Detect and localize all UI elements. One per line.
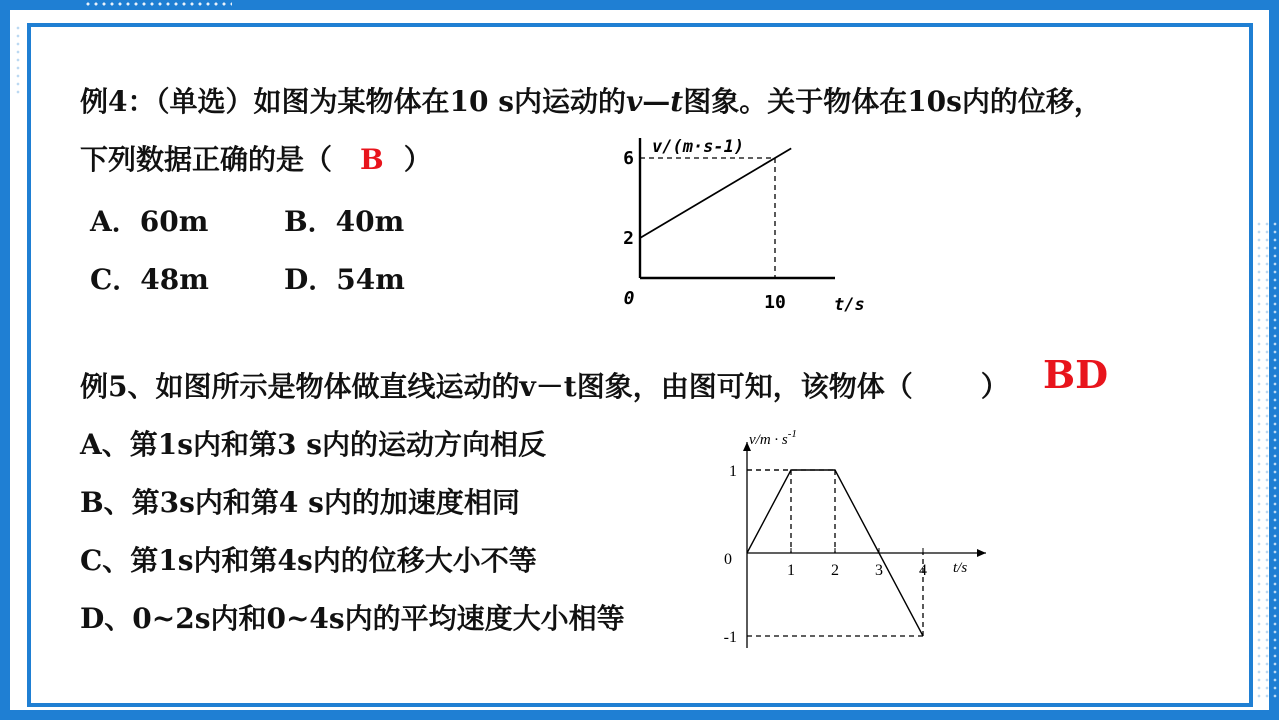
q4-stem-dash: — — [642, 85, 671, 118]
q4-stem-part-b: 图象。关于物体在10s内的位移， — [683, 85, 1102, 118]
x-axis-arrow — [977, 549, 986, 557]
x-tick-label-0: 10 — [764, 292, 786, 313]
decorative-dots-top — [84, 0, 232, 22]
y-tick-label-0: 2 — [623, 228, 634, 249]
q4-option-c-letter: C． — [90, 263, 141, 296]
q4-option-c-value: 48m — [140, 263, 209, 296]
q4-stem-t: t — [670, 85, 684, 118]
q4-stem-line2 — [80, 138, 432, 178]
x-tick-label-0: 1 — [787, 562, 795, 579]
q4-stem-v: v — [625, 85, 643, 118]
x-tick-label-3: 4 — [919, 562, 927, 579]
x-tick-label-2: 3 — [875, 562, 883, 579]
q4-stem-part-a: 例4：（单选）如图为某物体在10 s内运动的 — [80, 85, 626, 118]
q4-stem-line1 — [80, 80, 1102, 120]
q4-option-d — [284, 258, 405, 298]
x-axis-label: t/s — [953, 560, 968, 576]
q5-answer: BD — [1043, 352, 1109, 397]
q4-option-d-value: 54m — [336, 263, 405, 296]
q4-stem-line2-text: 下列数据正确的是（ — [80, 143, 333, 176]
q4-option-b — [284, 200, 404, 240]
q4-option-a-letter: A． — [90, 205, 140, 238]
q5-stem-text: 例5、如图所示是物体做直线运动的v－t图象，由图可知，该物体（ — [80, 370, 913, 403]
decorative-dots-right — [1255, 220, 1279, 700]
x-axis-label: t/s — [834, 295, 865, 315]
q5-option-a: A、第1s内和第3 s内的运动方向相反 — [80, 428, 546, 461]
x-tick-label-1: 2 — [831, 562, 839, 579]
y-axis-label: $v/m \cdot s^{-1}$ — [749, 428, 797, 448]
q5-option-c: C、第1s内和第4s内的位移大小不等 — [80, 544, 537, 577]
q5-stem-end: ） — [980, 370, 1009, 403]
q4-option-b-value: 40m — [335, 205, 405, 238]
y-axis-label-sup: -1 — [787, 428, 797, 440]
decorative-dots-left — [14, 24, 24, 94]
origin-label: 0 — [724, 551, 732, 568]
q4-answer: B — [360, 143, 384, 176]
y-tick-label-0: 1 — [729, 463, 737, 480]
q5-stem — [80, 365, 1009, 405]
q4-option-b-letter: B． — [284, 205, 336, 238]
q4-stem-line2-end: ） — [403, 143, 432, 176]
q5-option-d: D、0~2s内和0~4s内的平均速度大小相等 — [80, 602, 625, 635]
q5-option-b: B、第3s内和第4 s内的加速度相同 — [80, 486, 520, 519]
q5-vt-graph — [700, 420, 1000, 650]
series-line — [640, 148, 791, 238]
y-axis-label: v/(m·s-1) — [652, 137, 745, 157]
y-tick-label-1: 6 — [623, 148, 634, 169]
y-tick-label-1: -1 — [723, 629, 737, 646]
q4-option-c — [90, 258, 209, 298]
origin-label: 0 — [623, 288, 635, 309]
q4-vt-graph — [610, 130, 890, 320]
q4-option-d-letter: D． — [284, 263, 337, 296]
q4-option-a-value: 60m — [139, 205, 209, 238]
q4-option-a — [90, 200, 208, 240]
